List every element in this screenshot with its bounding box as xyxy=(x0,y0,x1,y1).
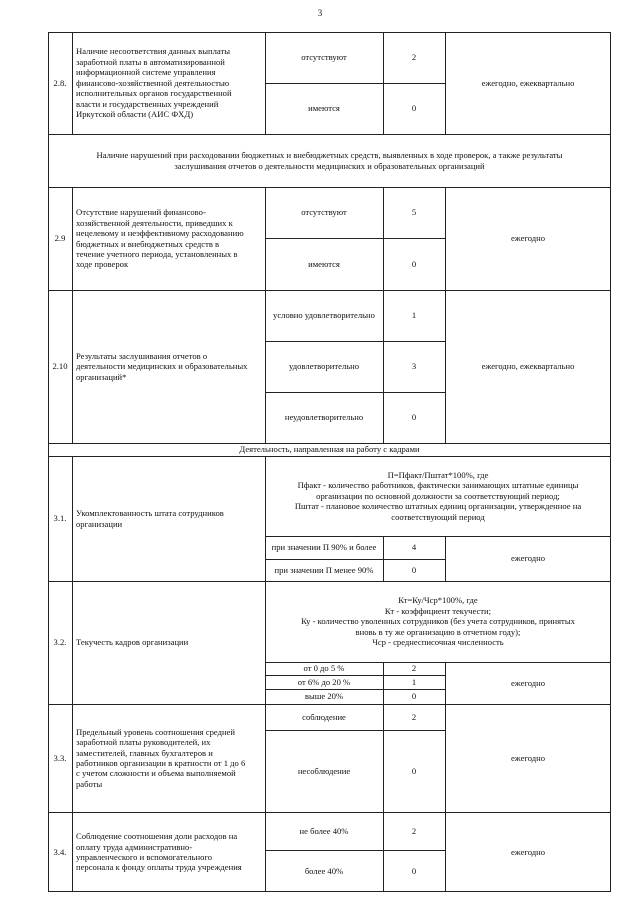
option-score: 2 xyxy=(411,52,417,63)
period: ежегодно, ежеквартально xyxy=(481,77,575,88)
option-label: неудовлетворительно xyxy=(284,412,364,423)
option-score: 1 xyxy=(411,310,417,321)
period: ежегодно xyxy=(510,677,546,688)
option-label: условно удовлетворительно xyxy=(273,310,375,321)
option-label: несоблюдение xyxy=(297,765,351,776)
option-score: 3 xyxy=(411,361,417,372)
option-score: 0 xyxy=(411,865,417,876)
option-score: 0 xyxy=(411,258,417,269)
option-score: 2 xyxy=(411,711,417,722)
option-score: 0 xyxy=(411,103,417,114)
row-number: 3.1. xyxy=(53,513,67,524)
period: ежегодно, ежеквартально xyxy=(481,361,575,372)
option-label: от 0 до 5 % xyxy=(303,663,345,674)
option-score: 2 xyxy=(411,825,417,836)
option-label: отсутствуют xyxy=(301,207,347,218)
option-label: отсутствуют xyxy=(301,52,347,63)
option-label: при значении П 90% и более xyxy=(271,542,377,553)
col-divider xyxy=(72,32,73,134)
option-label: от 6% до 20 % xyxy=(297,676,351,687)
option-label: не более 40% xyxy=(299,825,349,836)
criterion-name: Текучесть кадров организации xyxy=(76,637,189,648)
criterion-name: Наличие несоответствия данных выплаты заработной платы в автоматизированной информационной системе управления финансово-хозяйственной деятельностью исполнительных органов государственной власти и государственных учреждений Иркутской области (АИС ФХД) xyxy=(76,46,232,120)
row-number: 3.3. xyxy=(53,752,67,763)
formula: П=Пфакт/Пштат*100%, где Пфакт - количество работников, фактически занимающих штатные единицы организации по основной должности за соответствующий период; Пштат - плановое количество штатных единиц организации, утвержденное на соответствующий период xyxy=(294,469,582,522)
criterion-name: Соблюдение соотношения доли расходов на оплату труда административно- управленческого и вспомогательного персонала к фонду оплаты труда учреждения xyxy=(76,831,242,873)
option-label: более 40% xyxy=(304,865,344,876)
criterion-name: Отсутствие нарушений финансово- хозяйственной деятельности, приведших к нецелевому и неэффективному расходованию бюджетных и внебюджетных средств в течение учетного периода, установленных в ходе проверок xyxy=(76,207,244,270)
option-score: 4 xyxy=(411,542,417,553)
option-score: 2 xyxy=(411,663,417,674)
period: ежегодно xyxy=(510,553,546,564)
option-label: имеются xyxy=(308,103,340,114)
criterion-name: Результаты заслушивания отчетов о деятельности медицинских и образовательных организаций* xyxy=(76,350,248,382)
row-number: 2.9 xyxy=(54,233,66,244)
section-heading: Наличие нарушений при расходовании бюджетных и внебюджетных средств, выявленных в ходе проверок, а также результаты заслушивания отчетов о деятельности медицинских и образовательных организаций xyxy=(96,150,563,171)
criteria-table xyxy=(48,32,611,892)
option-score: 1 xyxy=(411,676,417,687)
option-score: 0 xyxy=(411,412,417,423)
option-label: имеются xyxy=(308,258,340,269)
row-number: 2.10 xyxy=(52,361,68,372)
period: ежегодно xyxy=(510,233,546,244)
period: ежегодно xyxy=(510,752,546,763)
option-label: при значении П менее 90% xyxy=(274,564,374,575)
row-number: 3.4. xyxy=(53,846,67,857)
period: ежегодно xyxy=(510,846,546,857)
row-number: 2.8. xyxy=(53,77,67,88)
option-label: выше 20% xyxy=(304,691,344,702)
formula: Кт=Ку/Чср*100%, где Кт - коэффициент текучести; Ку - количество уволенных сотрудников (без учета сотрудников, принятых вновь в ту же организацию в отчетном году); Чср - среднесписочная численность xyxy=(301,595,575,648)
option-label: соблюдение xyxy=(302,711,346,722)
option-score: 0 xyxy=(411,691,417,702)
option-label: удовлетворительно xyxy=(288,361,360,372)
option-score: 0 xyxy=(411,765,417,776)
section-heading: Деятельность, направленная на работу с кадрами xyxy=(239,444,420,455)
col-divider xyxy=(72,456,73,892)
criterion-name: Укомплектованность штата сотрудников организации xyxy=(76,508,224,529)
option-score: 0 xyxy=(411,564,417,575)
criterion-name: Предельный уровень соотношения средней заработной платы руководителей, их заместителей, главных бухгалтеров и работников организации в кратности от 1 до 6 с учетом сложности и объема выполняемой работы xyxy=(76,726,246,789)
option-score: 5 xyxy=(411,207,417,218)
col-divider xyxy=(72,187,73,443)
row-number: 3.2. xyxy=(53,637,67,648)
page-number: 3 xyxy=(317,8,323,18)
